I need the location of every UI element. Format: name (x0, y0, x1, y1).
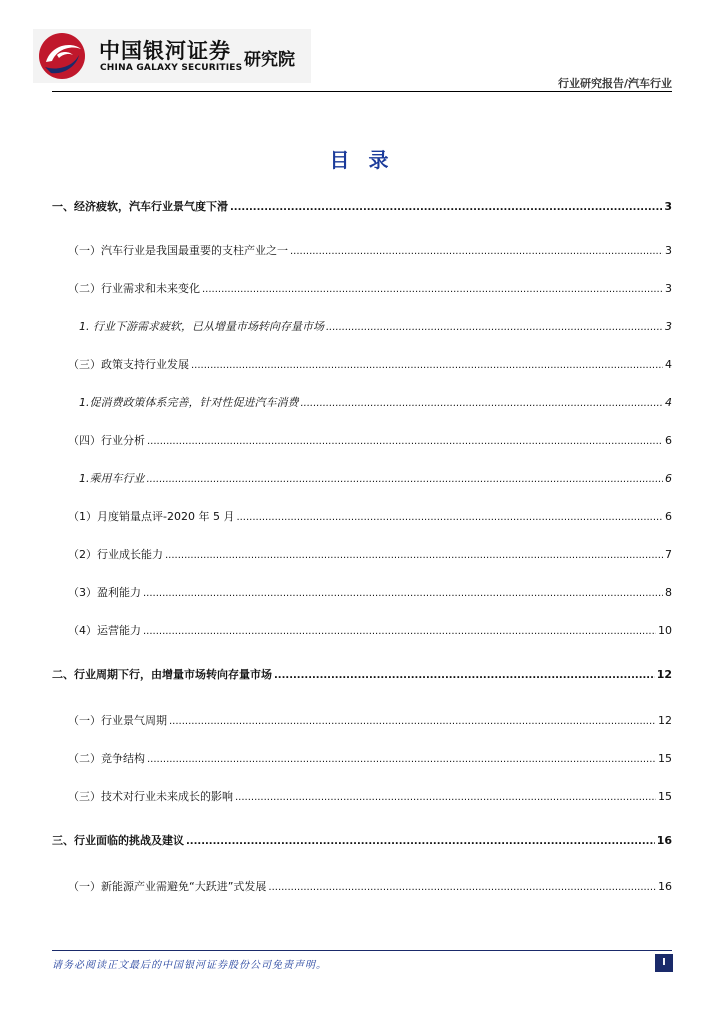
company-logo (33, 29, 311, 83)
toc-entry-text: 二、行业周期下行，由增量市场转向存量市场 (52, 668, 272, 681)
toc-entry-text: （2）行业成长能力 (68, 548, 163, 561)
logo-chinese-name: 中国银河证券 (99, 39, 231, 63)
dot-leader (326, 322, 663, 333)
dot-leader (202, 284, 663, 295)
dot-leader (147, 754, 656, 765)
toc-entry[interactable] (68, 622, 672, 638)
toc-entry-page: 6 (665, 472, 672, 485)
galaxy-logo-icon (37, 31, 87, 81)
toc-entry[interactable] (68, 712, 672, 728)
dot-leader (186, 836, 655, 847)
dot-leader (147, 474, 664, 485)
dot-leader (191, 360, 663, 371)
toc-entry-page: 15 (658, 752, 672, 765)
page-number: I (655, 954, 673, 972)
toc-entry-page: 8 (665, 586, 672, 599)
toc-entry[interactable] (79, 394, 672, 410)
toc-entry[interactable] (68, 788, 672, 804)
toc-entry-text: （二）竞争结构 (68, 752, 145, 765)
toc-entry-page: 15 (658, 790, 672, 803)
dot-leader (230, 202, 662, 213)
toc-entry-page: 16 (656, 834, 672, 847)
toc-entry-text: 1.促消费政策体系完善，针对性促进汽车消费 (79, 396, 299, 409)
toc-entry-text: 1. 行业下游需求疲软，已从增量市场转向存量市场 (79, 320, 324, 333)
toc-entry-page: 6 (665, 434, 672, 447)
toc-entry-page: 4 (665, 358, 672, 371)
disclaimer-note: 请务必阅读正文最后的中国银河证券股份公司免责声明。 (52, 960, 327, 971)
toc-entry-text: （一）汽车行业是我国最重要的支柱产业之一 (68, 244, 288, 257)
toc-entry-text: （一）新能源产业需避免“大跃进”式发展 (68, 880, 267, 893)
toc-entry[interactable] (68, 878, 672, 894)
dot-leader (274, 670, 655, 681)
toc-entry[interactable] (68, 508, 672, 524)
toc-entry-page: 10 (658, 624, 672, 637)
toc-entry-page: 12 (656, 668, 672, 681)
dot-leader (143, 588, 663, 599)
toc-entry[interactable] (68, 432, 672, 448)
report-category: 行业研究报告/汽车行业 (557, 77, 672, 90)
toc-entry-text: 1.乘用车行业 (79, 472, 145, 485)
dot-leader (236, 512, 663, 523)
dot-leader (169, 716, 656, 727)
toc-entry-page: 3 (665, 320, 672, 333)
toc-entry[interactable] (52, 666, 672, 682)
dot-leader (301, 398, 664, 409)
toc-entry-text: （3）盈利能力 (68, 586, 141, 599)
dot-leader (290, 246, 663, 257)
toc-entry-page: 7 (665, 548, 672, 561)
toc-entry-text: （三）政策支持行业发展 (68, 358, 189, 371)
toc-entry-text: （4）运营能力 (68, 624, 141, 637)
toc-entry-page: 6 (665, 510, 672, 523)
header-divider (52, 91, 672, 92)
toc-entry[interactable] (68, 356, 672, 372)
toc-entry-text: 三、行业面临的挑战及建议 (52, 834, 184, 847)
toc-entry[interactable] (68, 584, 672, 600)
dot-leader (268, 882, 656, 893)
toc-entry[interactable] (79, 318, 672, 334)
toc-entry-page: 3 (665, 244, 672, 257)
toc-entry[interactable] (68, 750, 672, 766)
dot-leader (143, 626, 656, 637)
toc-entry-page: 3 (664, 200, 672, 213)
toc-entry-text: （1）月度销量点评-2020 年 5 月 (68, 510, 235, 523)
toc-title: 目 录 (329, 148, 395, 172)
dot-leader (165, 550, 663, 561)
footer-divider (52, 950, 672, 951)
toc-entry-page: 16 (658, 880, 672, 893)
logo-english-name: CHINA GALAXY SECURITIES (100, 63, 243, 73)
toc-entry[interactable] (68, 280, 672, 296)
dot-leader (147, 436, 663, 447)
logo-institute-name: 研究院 (244, 50, 295, 70)
toc-entry-page: 3 (665, 282, 672, 295)
toc-entry-text: （三）技术对行业未来成长的影响 (68, 790, 233, 803)
toc-entry[interactable] (79, 470, 672, 486)
toc-entry-text: （二）行业需求和未来变化 (68, 282, 200, 295)
toc-entry-text: （四）行业分析 (68, 434, 145, 447)
toc-entry[interactable] (52, 832, 672, 848)
toc-entry[interactable] (68, 546, 672, 562)
toc-entry-text: （一）行业景气周期 (68, 714, 167, 727)
toc-entry-text: 一、经济疲软，汽车行业景气度下滑 (52, 200, 228, 213)
toc-entry[interactable] (52, 198, 672, 214)
toc-entry[interactable] (68, 242, 672, 258)
dot-leader (235, 792, 656, 803)
toc-entry-page: 12 (658, 714, 672, 727)
toc-entry-page: 4 (665, 396, 672, 409)
